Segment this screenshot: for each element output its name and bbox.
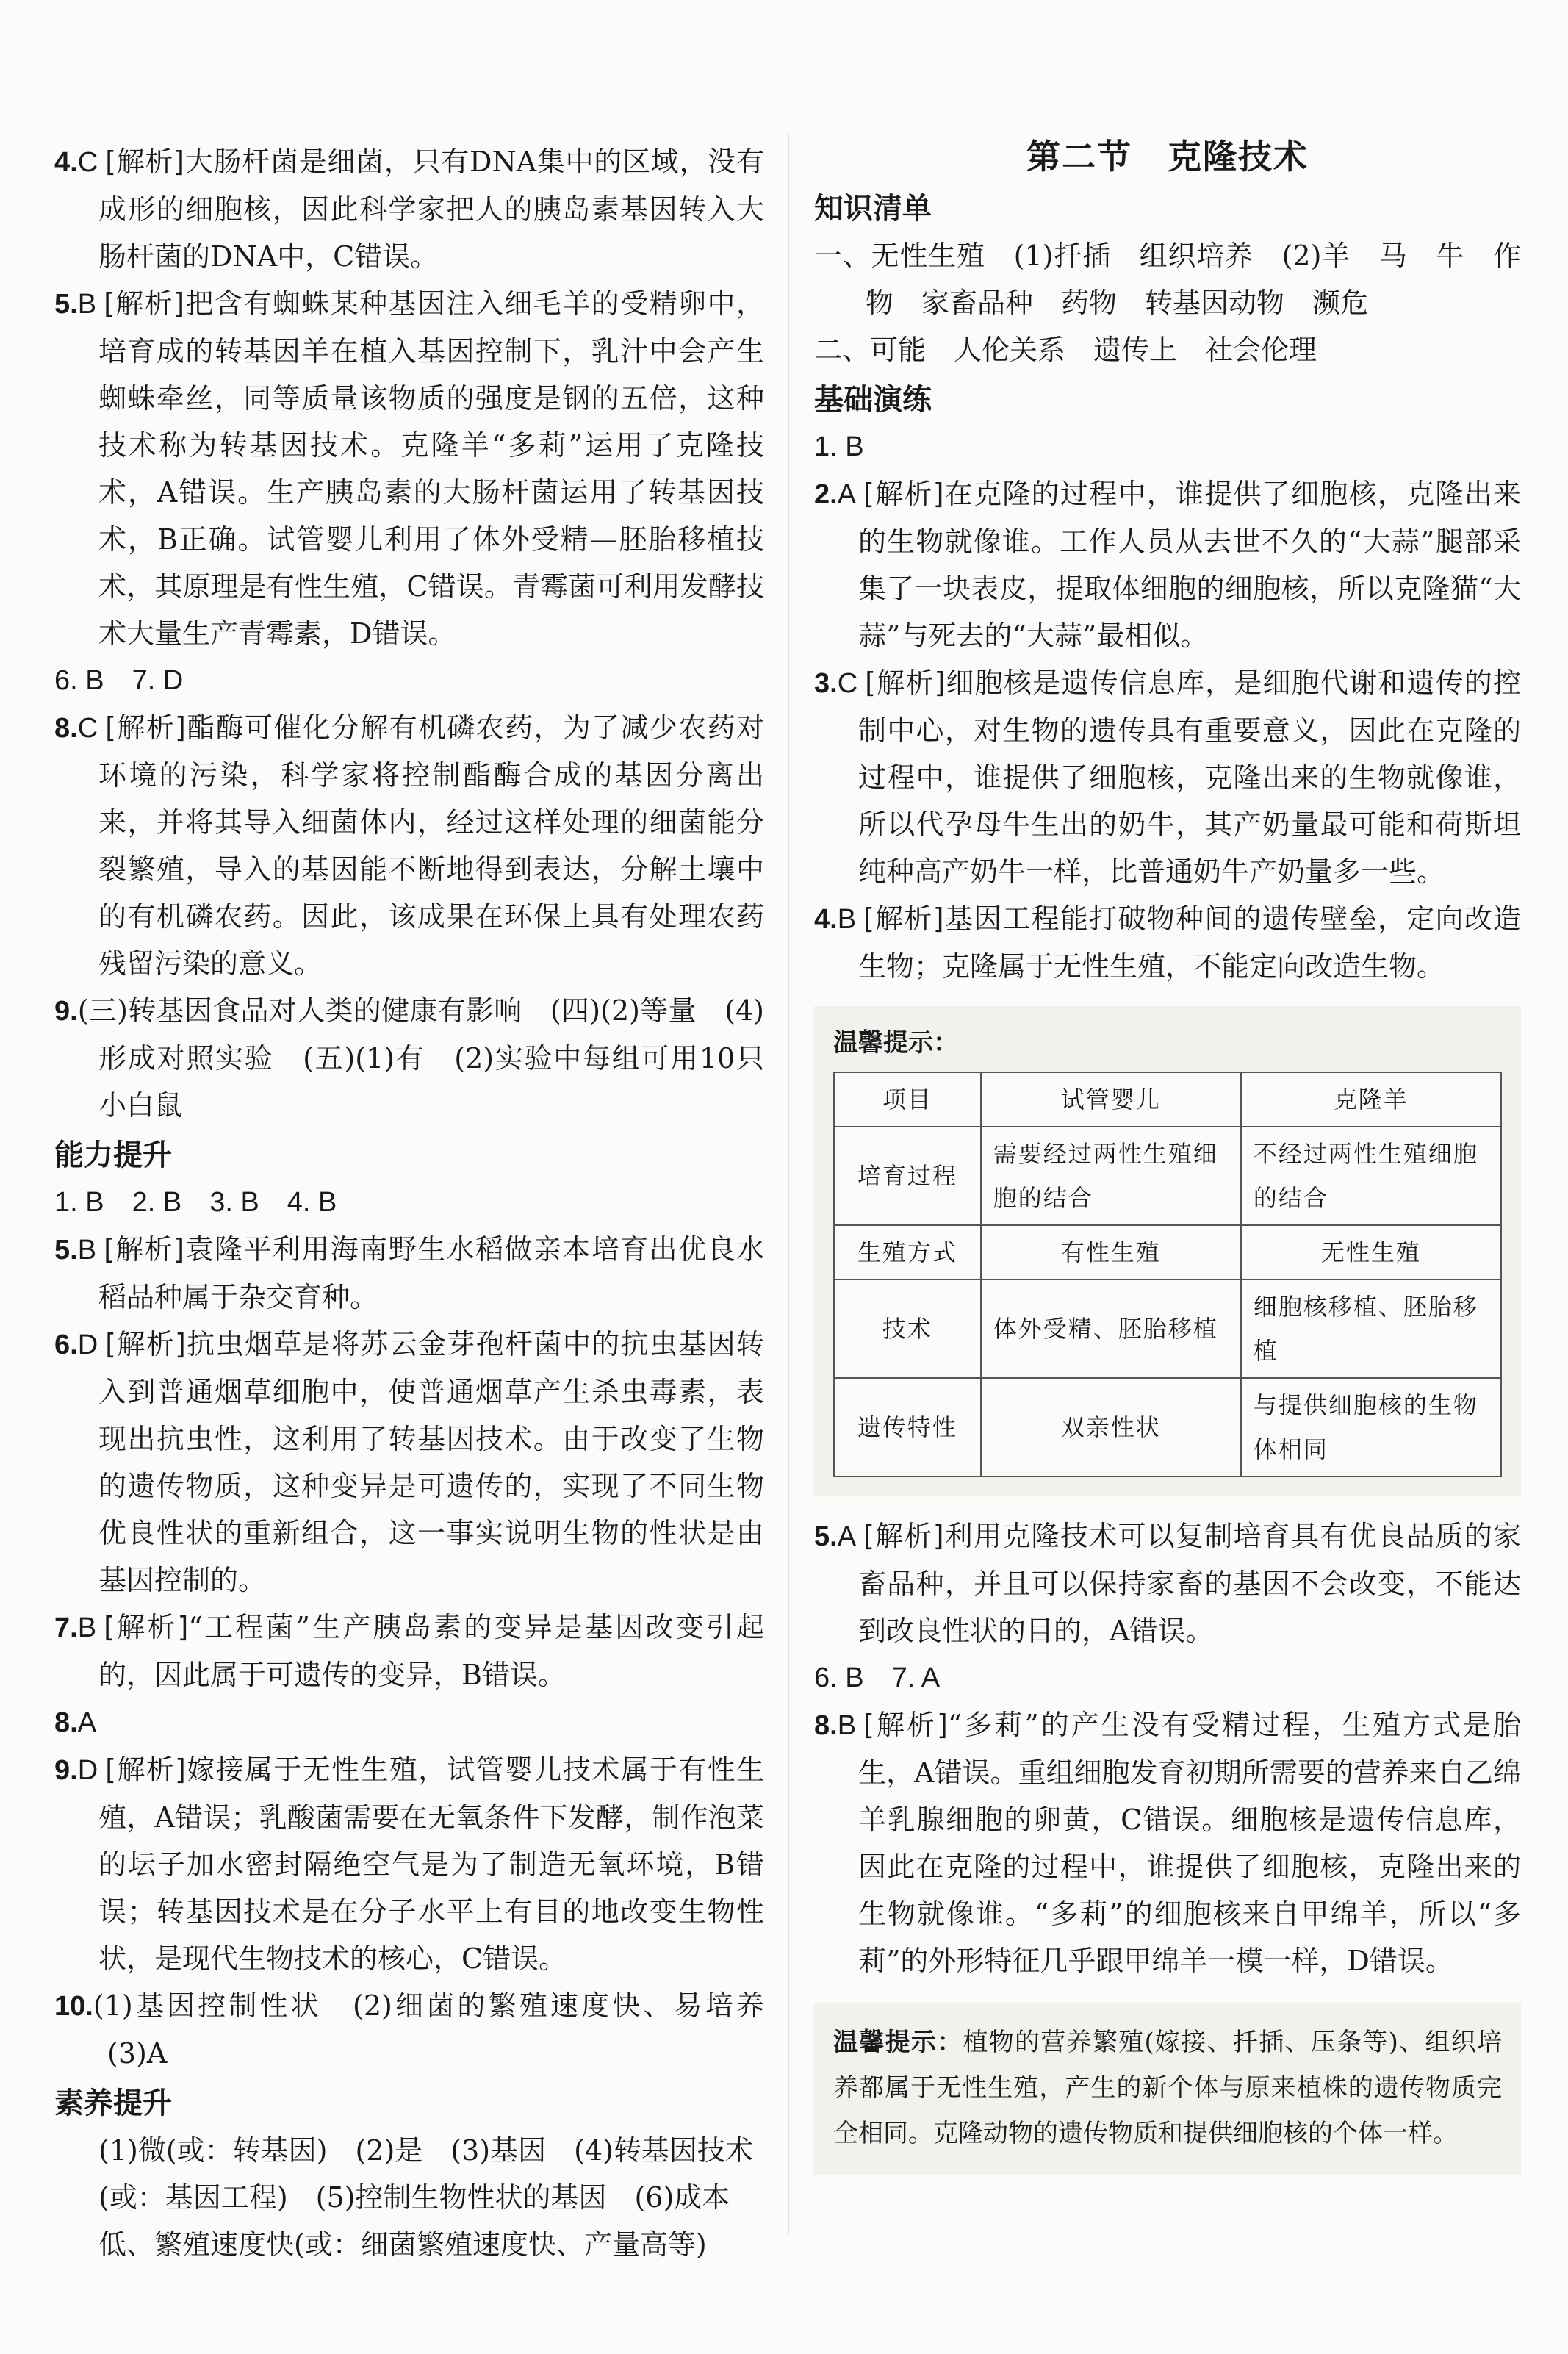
answer-option: B: [77, 1235, 97, 1266]
answer-text: “多莉”的产生没有受精过程，生殖方式是胎生，A错误。重组细胞发育初期所需要的营养来自乙绵羊乳腺细胞的卵黄，C错误。细胞核是遗传信息库，因此在克隆的过程中，谁提供了细胞核，克隆出来的生物就像谁。“多莉”的细胞核来自甲绵羊，所以“多莉”的外形特征几乎跟甲绵羊一模一样，D错误。: [858, 1709, 1522, 1977]
answer-number: 7.: [54, 1612, 78, 1643]
answer-option: B: [837, 1710, 857, 1741]
tip-box-text: [814, 2003, 1521, 2175]
table-cell: 需要经过两性生殖细胞的结合: [981, 1127, 1241, 1225]
answer-text: “工程菌”生产胰岛素的变异是基因改变引起的，因此属于可遗传的变异，B错误。: [98, 1611, 765, 1691]
answer-text: 袁隆平利用海南野生水稻做亲本培育出优良水稻品种属于杂交育种。: [98, 1233, 764, 1313]
answer-number: 9.: [54, 1755, 78, 1786]
tip-paragraph: [833, 2020, 1502, 2156]
analysis-tag: [解析]: [863, 903, 944, 935]
answer-text: 酯酶可催化分解有机磷农药，为了减少农药对环境的污染，科学家将控制酯酶合成的基因分离出来，并将其导入细菌体内，经过这样处理的细菌能分裂繁殖，导入的基因能不断地得到表达，分解土壤中的有机磷农药。因此，该成果在环保上具有处理农药残留污染的意义。: [98, 711, 764, 980]
answer-item: [814, 1512, 1521, 1654]
answer-number: 2.: [814, 479, 838, 510]
answer-list-c: [54, 1226, 793, 2077]
answer-item: [814, 659, 1521, 895]
answer-option: A: [77, 1707, 97, 1738]
tip-title: 温馨提示：: [833, 1028, 958, 1058]
answer-list-right-a: [814, 470, 1521, 990]
table-row: [834, 1280, 1501, 1378]
answer-option: A: [837, 479, 857, 510]
table-row: [834, 1378, 1501, 1476]
answer-line-6-7: 6. B 7. D: [54, 665, 184, 696]
answer-list-right-c: [814, 1701, 1521, 1984]
section-heading-ability: 能力提升: [54, 1138, 172, 1172]
section-heading-basic: 基础演练: [814, 383, 932, 417]
table-row: [834, 1225, 1501, 1280]
table-cell: 生殖方式: [834, 1225, 981, 1280]
answer-item: [54, 1226, 764, 1321]
section-heading-quality: 素养提升: [54, 2086, 172, 2120]
table-header-row: [834, 1072, 1501, 1127]
answer-line-6-7-right: 6. B 7. A: [814, 1662, 941, 1693]
answer-number: 8.: [54, 713, 78, 744]
analysis-tag: [解析]: [105, 711, 186, 744]
answer-number: 4.: [814, 904, 838, 935]
answer-text: 大肠杆菌是细菌，只有DNA集中的区域，没有成形的细胞核，因此科学家把人的胰岛素基因转入大肠杆菌的DNA中，C错误。: [98, 146, 764, 273]
table-cell: 与提供细胞核的生物体相同: [1241, 1378, 1501, 1476]
table-cell: 无性生殖: [1241, 1225, 1501, 1280]
answer-item: [54, 1321, 764, 1604]
analysis-tag: [解析]: [104, 287, 185, 320]
answer-item: [814, 1701, 1521, 1984]
answer-option: C: [77, 147, 98, 178]
analysis-tag: [解析]: [863, 478, 944, 510]
answer-number: 5.: [54, 289, 78, 320]
answer-number: 4.: [54, 147, 78, 178]
right-column: [814, 131, 1521, 2175]
quality-answer: (1)微(或：转基因) (2)是 (3)基因 (4)转基因技术(或：基因工程) (5)控制生物性状的基因 (6)成本低、繁殖速度快(或：细菌繁殖速度快、产量高等): [98, 2134, 753, 2261]
answer-item: [54, 704, 764, 987]
table-header-cell: 项目: [834, 1072, 981, 1127]
answer-option: B: [837, 904, 857, 935]
answer-text: (三)转基因食品对人类的健康有影响 (四)(2)等量 (4)形成对照实验 (五)(1)有 (2)实验中每组可用10只小白鼠: [77, 994, 764, 1122]
analysis-tag: [解析]: [105, 1754, 186, 1786]
table-row: [834, 1127, 1501, 1225]
tip-label: 温馨提示：: [833, 2028, 963, 2057]
answer-list-right-b: [814, 1512, 1521, 1654]
answer-text: 基因工程能打破物种间的遗传壁垒，定向改造生物；克隆属于无性生殖，不能定向改造生物。: [858, 903, 1521, 983]
answer-number: 5.: [54, 1235, 78, 1266]
answer-line-1: 1. B: [814, 431, 864, 462]
comparison-table: [833, 1072, 1502, 1477]
answer-text: 抗虫烟草是将苏云金芽孢杆菌中的抗虫基因转入到普通烟草细胞中，使普通烟草产生杀虫毒素，表现出抗虫性，这利用了转基因技术。由于改变了生物的遗传物质，这种变异是可遗传的，实现了不同生物优良性状的重新组合，这一事实说明生物的性状是由基因控制的。: [98, 1328, 764, 1596]
answer-number: 9.: [54, 996, 78, 1027]
answer-text: 在克隆的过程中，谁提供了细胞核，克隆出来的生物就像谁。工作人员从去世不久的“大蒜”腿部采集了一块表皮，提取体细胞的细胞核，所以克隆猫“大蒜”与死去的“大蒜”最相似。: [858, 478, 1521, 652]
answer-text: 嫁接属于无性生殖，试管婴儿技术属于有性生殖，A错误；乳酸菌需要在无氧条件下发酵，制作泡菜的坛子加水密封隔绝空气是为了制造无氧环境，B错误；转基因技术是在分子水平上有目的地改变生物性状，是现代生物技术的核心，C错误。: [98, 1754, 764, 1975]
answer-text: 细胞核是遗传信息库，是细胞代谢和遗传的控制中心，对生物的遗传具有重要意义，因此在克隆的过程中，谁提供了细胞核，克隆出来的生物就像谁，所以代孕母牛生出的奶牛，其产奶量最可能和荷斯坦纯种高产奶牛一样，比普通奶牛产奶量多一些。: [858, 667, 1521, 888]
table-cell: 技术: [834, 1280, 981, 1378]
answer-number: 10.: [54, 1991, 93, 2022]
table-cell: 双亲性状: [981, 1378, 1241, 1476]
table-cell: 体外受精、胚胎移植: [981, 1280, 1241, 1378]
answer-option: D: [77, 1329, 98, 1360]
answer-option: C: [77, 713, 98, 744]
left-column: [54, 138, 793, 2268]
analysis-tag: [解析]: [865, 667, 946, 699]
answer-number: 5.: [814, 1521, 838, 1552]
answer-item: [54, 1746, 764, 1982]
answer-number: 6.: [54, 1329, 78, 1360]
answer-number: 3.: [814, 668, 838, 699]
knowledge-item: 一、无性生殖 (1)扦插 组织培养 (2)羊 马 牛 作物 家畜品种 药物 转基因动物 濒危: [814, 240, 1521, 319]
answer-number: 8.: [814, 1710, 838, 1741]
answer-item: [54, 987, 764, 1129]
column-divider: [788, 132, 789, 2234]
table-cell: 有性生殖: [981, 1225, 1241, 1280]
section-heading-knowledge: 知识清单: [814, 192, 932, 226]
answer-item: [54, 138, 764, 280]
analysis-tag: [解析]: [105, 146, 184, 178]
analysis-tag: [解析]: [104, 1611, 189, 1643]
tip-text: 植物的营养繁殖(嫁接、扦插、压条等)、组织培养都属于无性生殖，产生的新个体与原来植株的遗传物质完全相同。克隆动物的遗传物质和提供细胞核的个体一样。: [833, 2028, 1502, 2148]
answer-item: [54, 280, 764, 657]
table-cell: 不经过两性生殖细胞的结合: [1241, 1127, 1501, 1225]
answer-item: [814, 895, 1521, 990]
answer-text: 把含有蜘蛛某种基因注入细毛羊的受精卵中，培育成的转基因羊在植入基因控制下，乳汁中会产生蜘蛛牵丝，同等质量该物质的强度是钢的五倍，这种技术称为转基因技术。克隆羊“多莉”运用了克隆技术，A错误。生产胰岛素的大肠杆菌运用了转基因技术，B正确。试管婴儿利用了体外受精—胚胎移植技术，其原理是有性生殖，C错误。青霉菌可利用发酵技术大量生产青霉素，D错误。: [98, 287, 764, 650]
analysis-tag: [解析]: [105, 1328, 186, 1360]
tip-box-table: [814, 1006, 1521, 1496]
analysis-tag: [解析]: [863, 1709, 948, 1741]
section-title: 第二节 克隆技术: [1026, 137, 1309, 176]
answer-item: [54, 1698, 764, 1746]
answer-text: (1)基因控制性状 (2)细菌的繁殖速度快、易培养 (3)A: [93, 1989, 793, 2070]
answer-item: [54, 1982, 793, 2077]
answer-option: C: [837, 668, 858, 699]
answer-list-b: [54, 704, 764, 1129]
answer-option: B: [77, 289, 97, 320]
table-cell: 遗传特性: [834, 1378, 981, 1476]
answer-line-1-4: 1. B 2. B 3. B 4. B: [54, 1187, 337, 1218]
answer-number: 8.: [54, 1707, 78, 1738]
answer-item: [814, 470, 1521, 659]
answer-option: A: [837, 1521, 857, 1552]
knowledge-item: 二、可能 人伦关系 遗传上 社会伦理: [814, 334, 1317, 366]
answer-list-a: [54, 138, 764, 657]
answer-text: 利用克隆技术可以复制培育具有优良品质的家畜品种，并且可以保持家畜的基因不会改变，不能达到改良性状的目的，A错误。: [858, 1520, 1521, 1647]
answer-option: D: [77, 1755, 98, 1786]
analysis-tag: [解析]: [863, 1520, 944, 1552]
table-header-cell: 试管婴儿: [981, 1072, 1241, 1127]
answer-option: B: [77, 1612, 97, 1643]
answer-item: [54, 1604, 764, 1698]
table-header-cell: 克隆羊: [1241, 1072, 1501, 1127]
table-cell: 培育过程: [834, 1127, 981, 1225]
table-cell: 细胞核移植、胚胎移植: [1241, 1280, 1501, 1378]
analysis-tag: [解析]: [104, 1233, 185, 1266]
